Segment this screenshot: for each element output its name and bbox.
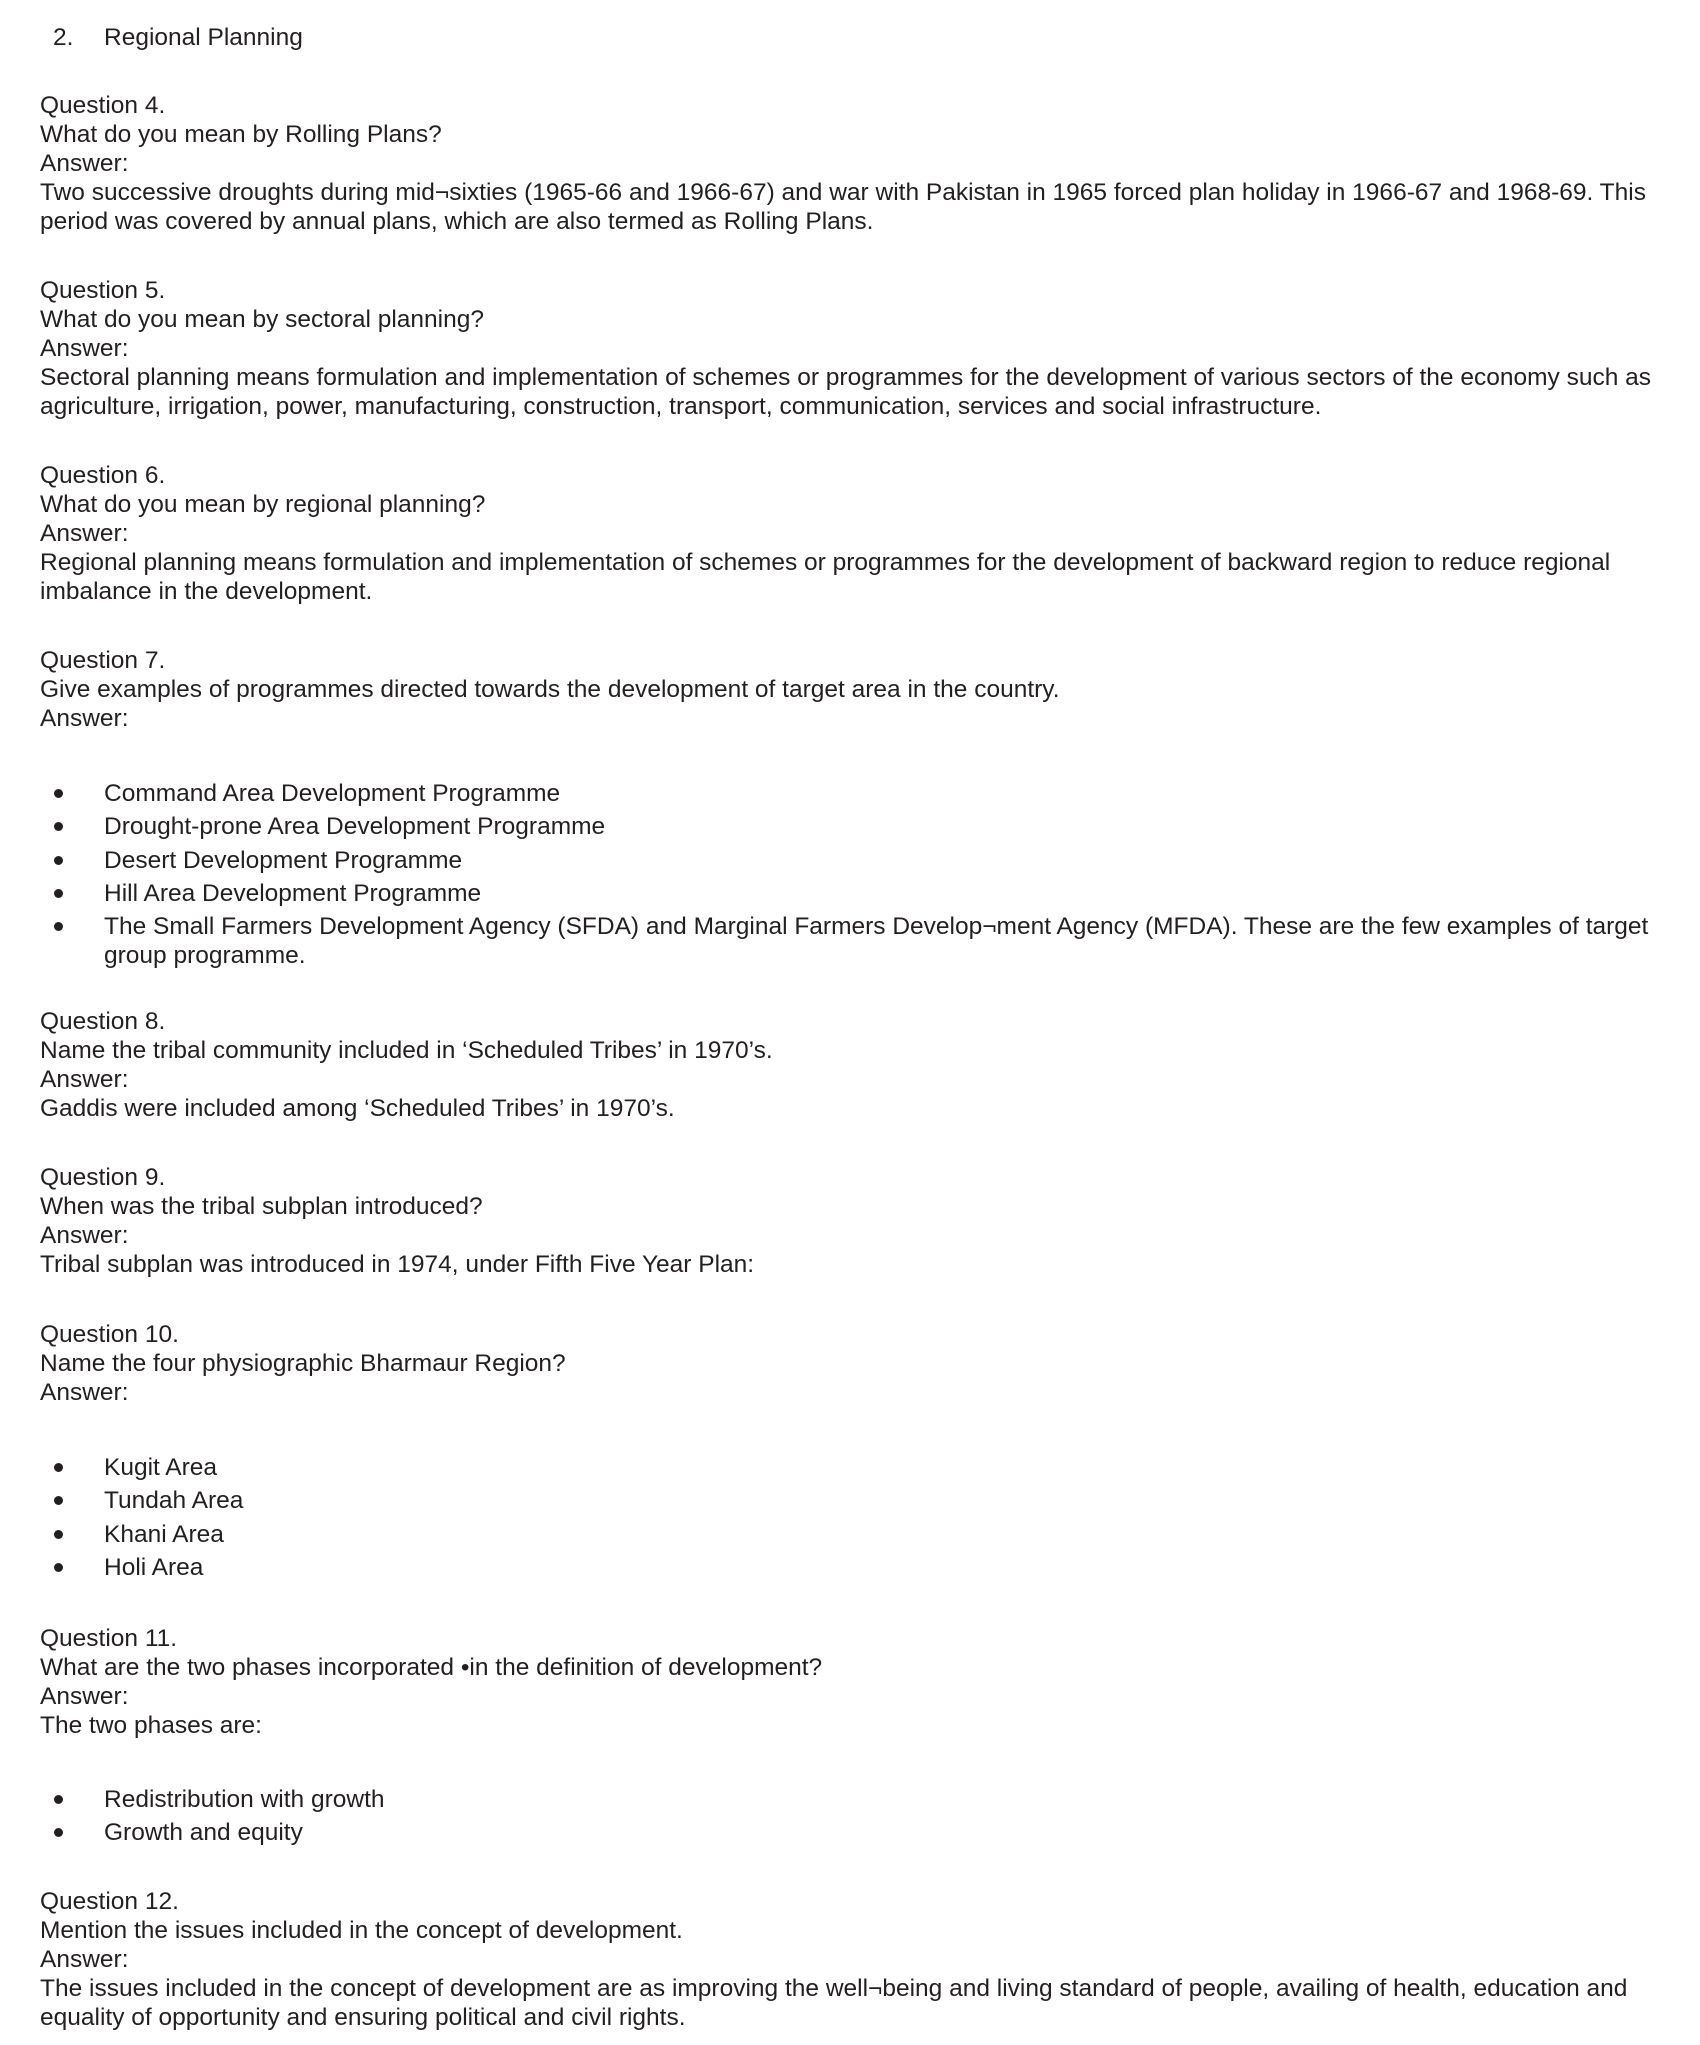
question-label: Question 8. [40, 1008, 166, 1035]
question-block-5 [40, 276, 1670, 421]
question-label: Question 5. [40, 277, 166, 304]
answer-text: The two phases are: [40, 1712, 262, 1739]
question-text: Name the tribal community included in ‘Scheduled Tribes’ in 1970’s. [40, 1037, 773, 1064]
question-block-12 [40, 1887, 1670, 2032]
answer-label: Answer: [40, 705, 129, 732]
bullet-icon [54, 889, 63, 898]
bullet-icon [54, 922, 63, 931]
question-block-7 [40, 646, 1670, 733]
list-item: Khani Area [40, 1520, 1670, 1549]
bullet-icon [54, 822, 63, 831]
question-block-9 [40, 1163, 1670, 1279]
bullet-icon [54, 856, 63, 865]
section-number: 2. [53, 24, 74, 51]
bullet-icon [54, 1530, 63, 1539]
target-area-programme-list [40, 779, 1670, 974]
question-text: Name the four physiographic Bharmaur Region? [40, 1350, 566, 1377]
list-item: Holi Area [40, 1553, 1670, 1582]
question-text: What do you mean by sectoral planning? [40, 306, 484, 333]
bullet-icon [54, 1463, 63, 1472]
list-item: Command Area Development Programme [40, 779, 1670, 808]
answer-text: Regional planning means formulation and implementation of schemes or programmes for the development of backward region to reduce regional imbalance in the development. [40, 549, 1611, 605]
development-phases-list [40, 1785, 1670, 1852]
question-label: Question 10. [40, 1321, 179, 1348]
bharmaur-region-list [40, 1453, 1670, 1586]
bullet-icon [54, 1828, 63, 1837]
section-heading [53, 23, 303, 52]
question-label: Question 9. [40, 1164, 166, 1191]
question-label: Question 7. [40, 647, 166, 674]
answer-text: The issues included in the concept of development are as improving the well¬being and living standard of people, availing of health, education and equality of opportunity and ensuring political and civil rights. [40, 1975, 1628, 2031]
answer-text: Sectoral planning means formulation and implementation of schemes or programmes for the development of various sectors of the economy such as agriculture, irrigation, power, manufacturing, construction, transport, communication, services and social infrastructure. [40, 364, 1652, 420]
answer-label: Answer: [40, 1066, 129, 1093]
question-label: Question 12. [40, 1888, 179, 1915]
answer-label: Answer: [40, 520, 129, 547]
question-block-6 [40, 461, 1670, 606]
list-item: Redistribution with growth [40, 1785, 1670, 1814]
question-block-11 [40, 1624, 1670, 1740]
question-label: Question 11. [40, 1625, 178, 1652]
bullet-icon [54, 1496, 63, 1505]
question-text: What are the two phases incorporated •in the definition of development? [40, 1654, 823, 1681]
section-title: Regional Planning [104, 24, 303, 51]
answer-label: Answer: [40, 150, 129, 177]
question-text: Give examples of programmes directed towards the development of target area in the country. [40, 676, 1060, 703]
answer-label: Answer: [40, 1946, 129, 1973]
list-item: The Small Farmers Development Agency (SFDA) and Marginal Farmers Develop¬ment Agency (MFDA). These are the few examples of target group programme. [40, 912, 1670, 970]
question-block-8 [40, 1007, 1670, 1123]
answer-label: Answer: [40, 335, 129, 362]
question-text: Mention the issues included in the concept of development. [40, 1917, 683, 1944]
list-item: Desert Development Programme [40, 846, 1670, 875]
question-text: What do you mean by regional planning? [40, 491, 486, 518]
question-text: What do you mean by Rolling Plans? [40, 121, 442, 148]
list-item: Drought-prone Area Development Programme [40, 812, 1670, 841]
question-label: Question 6. [40, 462, 166, 489]
answer-label: Answer: [40, 1222, 129, 1249]
question-text: When was the tribal subplan introduced? [40, 1193, 483, 1220]
bullet-icon [54, 1563, 63, 1572]
list-item: Kugit Area [40, 1453, 1670, 1482]
answer-label: Answer: [40, 1379, 129, 1406]
bullet-icon [54, 789, 63, 798]
answer-label: Answer: [40, 1683, 129, 1710]
answer-text: Two successive droughts during mid¬sixties (1965-66 and 1966-67) and war with Pakistan in 1965 forced plan holiday in 1966-67 and 1968-69. This period was covered by annual plans, which are also termed as Rolling Plans. [40, 179, 1646, 235]
question-block-4 [40, 91, 1670, 236]
question-label: Question 4. [40, 92, 166, 119]
answer-text: Tribal subplan was introduced in 1974, under Fifth Five Year Plan: [40, 1251, 755, 1278]
list-item: Tundah Area [40, 1486, 1670, 1515]
list-item: Hill Area Development Programme [40, 879, 1670, 908]
list-item: Growth and equity [40, 1818, 1670, 1847]
question-block-10 [40, 1320, 1670, 1407]
answer-text: Gaddis were included among ‘Scheduled Tribes’ in 1970’s. [40, 1095, 675, 1122]
bullet-icon [54, 1795, 63, 1804]
